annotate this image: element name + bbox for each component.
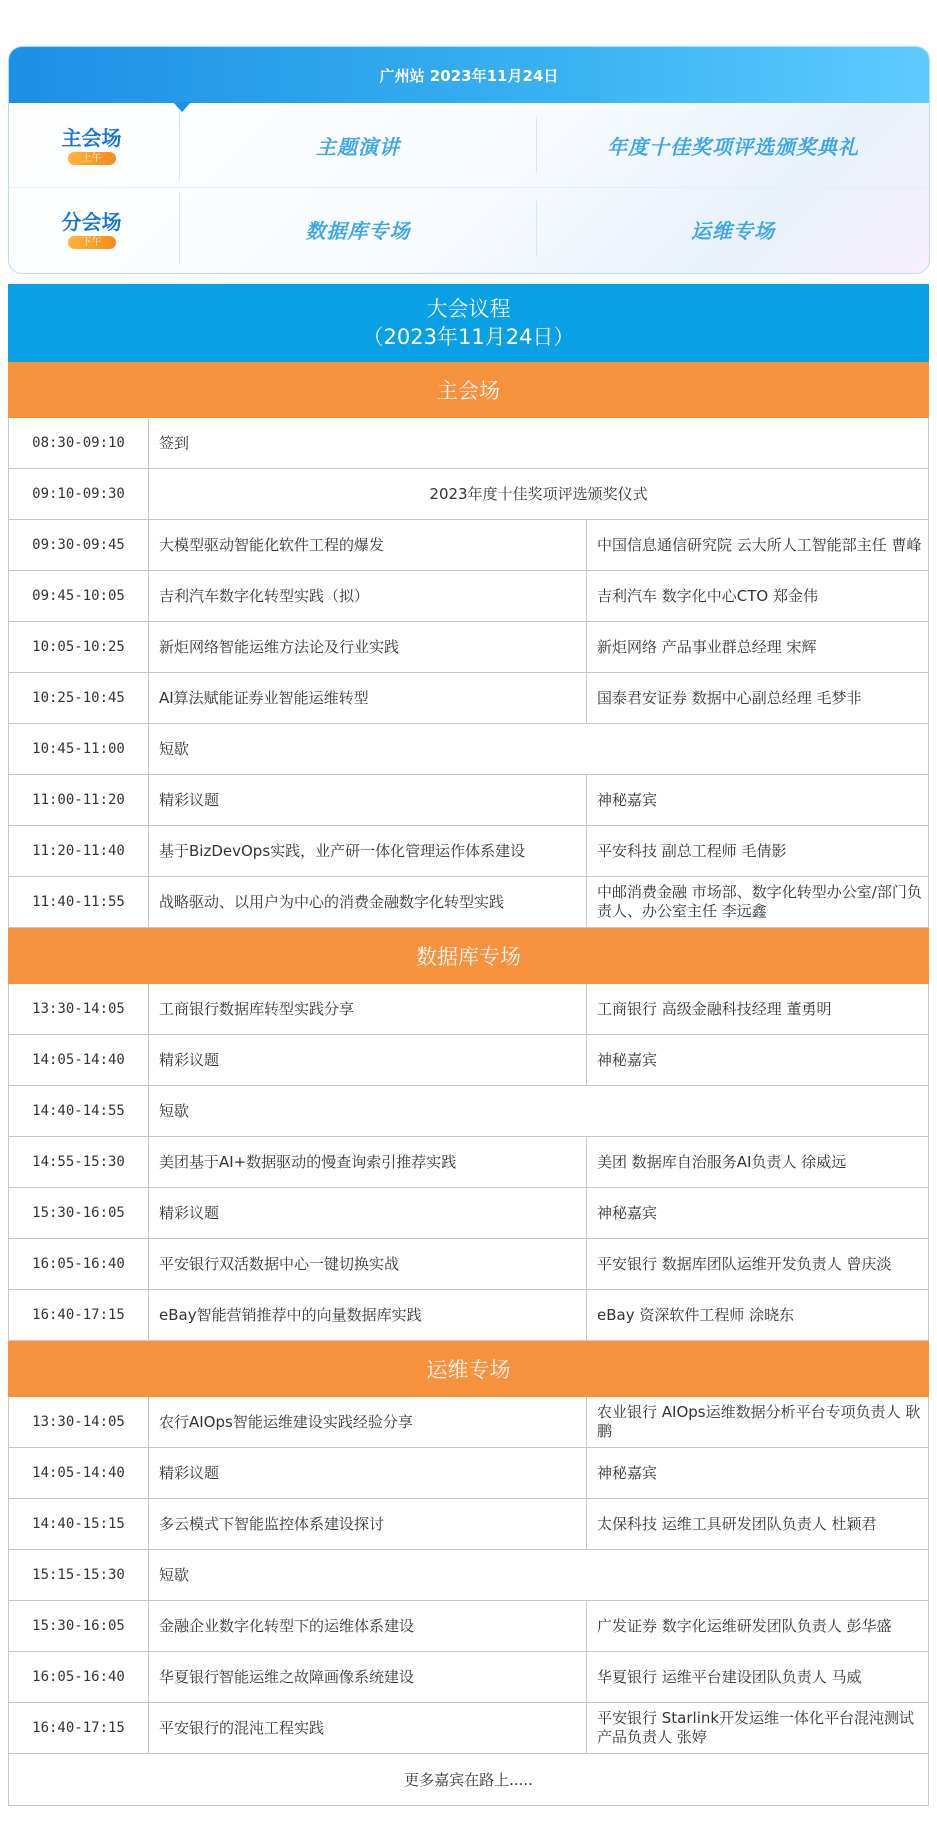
topic-cell: 战略驱动、以用户为中心的消费金融数字化转型实践 [149, 877, 587, 927]
time-cell: 13:30-14:05 [9, 1397, 149, 1447]
topic-cell: 签到 [159, 433, 190, 452]
speaker-cell: 工商银行 高级金融科技经理 董勇明 [597, 999, 832, 1018]
time-cell: 15:30-16:05 [9, 1188, 149, 1238]
topic-cell: 新炬网络智能运维方法论及行业实践 [149, 622, 587, 672]
table-row [8, 1550, 929, 1601]
table-row [8, 1086, 929, 1137]
session-database: 数据库专场 [305, 218, 411, 243]
table-row [8, 984, 929, 1035]
speaker-cell: 平安科技 副总工程师 毛倩影 [597, 841, 787, 860]
topic-cell: 精彩议题 [149, 1448, 587, 1498]
time-cell: 14:40-14:55 [9, 1086, 149, 1136]
table-row [8, 877, 929, 928]
sub-venue-row [9, 187, 929, 271]
table-row [8, 1652, 929, 1703]
section-header: 运维专场 [8, 1341, 929, 1397]
table-row [8, 1499, 929, 1550]
speaker-cell: 广发证券 数字化运维研发团队负责人 彭华盛 [597, 1616, 892, 1635]
speaker-cell: 国泰君安证券 数据中心副总经理 毛梦非 [597, 688, 862, 707]
topic-cell: 华夏银行智能运维之故障画像系统建设 [149, 1652, 587, 1702]
topic-cell: eBay智能营销推荐中的向量数据库实践 [149, 1290, 587, 1340]
speaker-cell: 太保科技 运维工具研发团队负责人 杜颖君 [597, 1514, 877, 1533]
topic-cell: 平安银行的混沌工程实践 [149, 1703, 587, 1753]
agenda-footer: 更多嘉宾在路上..... [8, 1754, 929, 1806]
table-row [8, 1703, 929, 1754]
time-cell: 09:10-09:30 [9, 469, 149, 519]
table-row [8, 1137, 929, 1188]
time-cell: 11:00-11:20 [9, 775, 149, 825]
sub-venue-label [9, 187, 174, 271]
time-cell: 14:40-15:15 [9, 1499, 149, 1549]
time-cell: 14:55-15:30 [9, 1137, 149, 1187]
time-cell: 14:05-14:40 [9, 1448, 149, 1498]
table-row [8, 826, 929, 877]
time-cell: 08:30-09:10 [9, 418, 149, 468]
topic-cell: 工商银行数据库转型实践分享 [149, 984, 587, 1034]
section-header: 主会场 [8, 362, 929, 418]
speaker-cell: 平安银行 Starlink开发运维一体化平台混沌测试产品负责人 张婷 [597, 1709, 915, 1746]
sub-venue-badge: 下午 [68, 236, 116, 249]
agenda-table [8, 284, 929, 1806]
time-cell: 11:40-11:55 [9, 877, 149, 927]
agenda-title: 大会议程 [426, 297, 511, 321]
table-row [8, 1239, 929, 1290]
table-row [8, 1188, 929, 1239]
speaker-cell: 中邮消费金融 市场部、数字化转型办公室/部门负责人、办公室主任 李远鑫 [597, 883, 922, 920]
topic-cell: 多云模式下智能监控体系建设探讨 [149, 1499, 587, 1549]
time-cell: 10:25-10:45 [9, 673, 149, 723]
time-cell: 11:20-11:40 [9, 826, 149, 876]
topic-cell: 短歇 [159, 1565, 190, 1584]
speaker-cell: 神秘嘉宾 [597, 1050, 658, 1069]
speaker-cell: 新炬网络 产品事业群总经理 宋辉 [597, 637, 817, 656]
table-row [8, 673, 929, 724]
main-venue-label [9, 103, 174, 187]
speaker-cell: 神秘嘉宾 [597, 790, 658, 809]
topic-cell: 短歇 [159, 1101, 190, 1120]
time-cell: 13:30-14:05 [9, 984, 149, 1034]
main-venue-badge: 上午 [68, 152, 116, 165]
venue-header [9, 47, 929, 103]
table-row [8, 571, 929, 622]
speaker-cell: eBay 资深软件工程师 涂晓东 [597, 1305, 795, 1324]
topic-cell: 基于BizDevOps实践，业产研一体化管理运作体系建设 [149, 826, 587, 876]
table-row [8, 418, 929, 469]
table-row [8, 469, 929, 520]
topic-cell: AI算法赋能证券业智能运维转型 [149, 673, 587, 723]
speaker-cell: 华夏银行 运维平台建设团队负责人 马威 [597, 1667, 862, 1686]
main-venue-name: 主会场 [61, 125, 122, 150]
time-cell: 09:30-09:45 [9, 520, 149, 570]
topic-cell: 2023年度十佳奖项评选颁奖仪式 [429, 484, 648, 503]
time-cell: 10:05-10:25 [9, 622, 149, 672]
topic-cell: 精彩议题 [149, 1188, 587, 1238]
topic-cell: 精彩议题 [149, 775, 587, 825]
time-cell: 09:45-10:05 [9, 571, 149, 621]
time-cell: 16:40-17:15 [9, 1703, 149, 1753]
time-cell: 16:40-17:15 [9, 1290, 149, 1340]
sub-venue-name: 分会场 [61, 209, 122, 234]
session-awards: 年度十佳奖项评选颁奖典礼 [607, 134, 859, 159]
topic-cell: 大模型驱动智能化软件工程的爆发 [149, 520, 587, 570]
speaker-cell: 中国信息通信研究院 云大所人工智能部主任 曹峰 [597, 535, 922, 554]
speaker-cell: 吉利汽车 数字化中心CTO 郑金伟 [597, 586, 818, 605]
topic-cell: 短歇 [159, 739, 190, 758]
table-row [8, 1448, 929, 1499]
venue-header-text: 广州站 2023年11月24日 [379, 66, 559, 85]
agenda-title-bar [8, 284, 929, 362]
time-cell: 15:30-16:05 [9, 1601, 149, 1651]
speaker-cell: 神秘嘉宾 [597, 1463, 658, 1482]
table-row [8, 520, 929, 571]
topic-cell: 精彩议题 [149, 1035, 587, 1085]
session-keynote: 主题演讲 [316, 134, 400, 159]
speaker-cell: 美团 数据库自治服务AI负责人 徐威远 [597, 1152, 847, 1171]
table-row [8, 1601, 929, 1652]
agenda-date: （2023年11月24日） [362, 325, 575, 349]
time-cell: 16:05-16:40 [9, 1652, 149, 1702]
topic-cell: 金融企业数字化转型下的运维体系建设 [149, 1601, 587, 1651]
time-cell: 15:15-15:30 [9, 1550, 149, 1600]
speaker-cell: 农业银行 AIOps运维数据分析平台专项负责人 耿鹏 [597, 1403, 921, 1440]
speaker-cell: 神秘嘉宾 [597, 1203, 658, 1222]
time-cell: 10:45-11:00 [9, 724, 149, 774]
speaker-cell: 平安银行 数据库团队运维开发负责人 曾庆淡 [597, 1254, 892, 1273]
table-row [8, 1397, 929, 1448]
agenda-sections [8, 362, 929, 1754]
session-ops: 运维专场 [691, 218, 775, 243]
table-row [8, 622, 929, 673]
venue-overview-card [8, 46, 930, 274]
topic-cell: 农行AIOps智能运维建设实践经验分享 [149, 1397, 587, 1447]
topic-cell: 美团基于AI+数据驱动的慢查询索引推荐实践 [149, 1137, 587, 1187]
main-venue-row [9, 103, 929, 187]
table-row [8, 1035, 929, 1086]
table-row [8, 724, 929, 775]
topic-cell: 吉利汽车数字化转型实践（拟） [149, 571, 587, 621]
table-row [8, 775, 929, 826]
table-row [8, 1290, 929, 1341]
topic-cell: 平安银行双活数据中心一键切换实战 [149, 1239, 587, 1289]
time-cell: 16:05-16:40 [9, 1239, 149, 1289]
section-header: 数据库专场 [8, 928, 929, 984]
time-cell: 14:05-14:40 [9, 1035, 149, 1085]
